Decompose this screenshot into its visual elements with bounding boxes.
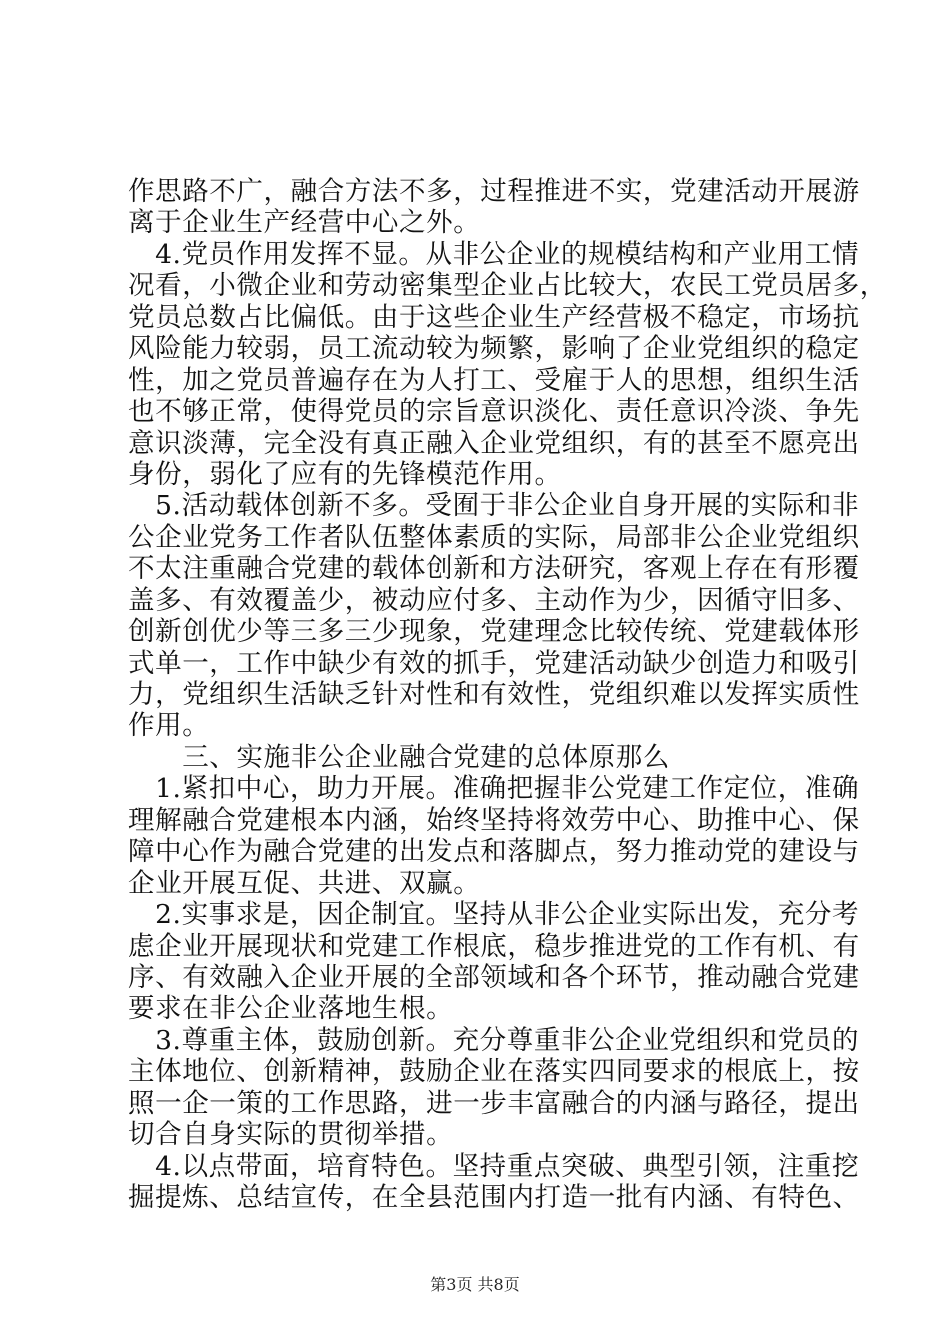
text-line: 公企业党务工作者队伍整体素质的实际，局部非公企业党组织	[128, 521, 860, 553]
text-line: 3.尊重主体，鼓励创新。充分尊重非公企业党组织和党员的	[128, 1024, 860, 1056]
text-line: 性，加之党员普遍存在为人打工、受雇于人的思想，组织生活	[128, 364, 860, 396]
text-line: 式单一，工作中缺少有效的抓手，党建活动缺少创造力和吸引	[128, 647, 860, 679]
text-line: 也不够正常，使得党员的宗旨意识淡化、责任意识冷淡、争先	[128, 396, 860, 428]
text-line: 离于企业生产经营中心之外。	[128, 207, 481, 239]
text-line: 掘提炼、总结宣传，在全县范围内打造一批有内涵、有特色、	[128, 1182, 860, 1213]
text-line: 况看，小微企业和劳动密集型企业占比较大，农民工党员居多，	[128, 270, 887, 302]
text-line: 1.紧扣中心，助力开展。准确把握非公党建工作定位，准确	[128, 773, 860, 805]
text-line: 作思路不广，融合方法不多，过程推进不实，党建活动开展游	[128, 176, 860, 207]
text-line: 4.以点带面，培育特色。坚持重点突破、典型引领，注重挖	[128, 1150, 860, 1182]
text-line: 盖多、有效覆盖少，被动应付多、主动作为少，因循守旧多、	[128, 584, 860, 616]
text-line: 创新创优少等三多三少现象，党建理念比较传统、党建载体形	[128, 616, 860, 648]
text-line: 理解融合党建根本内涵，始终坚持将效劳中心、助推中心、保	[128, 804, 860, 836]
text-line: 切合自身实际的贯彻举措。	[128, 1119, 454, 1151]
text-line: 意识淡薄，完全没有真正融入企业党组织，有的甚至不愿亮出	[128, 427, 860, 459]
text-line: 作用。	[128, 710, 210, 742]
text-line: 障中心作为融合党建的出发点和落脚点，努力推动党的建设与	[128, 836, 860, 868]
text-line: 主体地位、创新精神，鼓励企业在落实四同要求的根底上，按	[128, 1056, 860, 1088]
text-line: 序、有效融入企业开展的全部领域和各个环节，推动融合党建	[128, 961, 860, 993]
text-line: 企业开展互促、共进、双赢。	[128, 867, 481, 899]
text-line: 不太注重融合党建的载体创新和方法研究，客观上存在有形覆	[128, 553, 860, 585]
page-number: 第3页 共8页	[430, 1275, 520, 1294]
section-heading: 三、实施非公企业融合党建的总体原那么	[128, 741, 670, 773]
text-line: 力，党组织生活缺乏针对性和有效性，党组织难以发挥实质性	[128, 679, 860, 710]
text-line: 照一企一策的工作思路，进一步丰富融合的内涵与路径，提出	[128, 1087, 860, 1119]
text-line: 要求在非公企业落地生根。	[128, 993, 454, 1025]
text-line: 风险能力较弱，员工流动较为频繁，影响了企业党组织的稳定	[128, 333, 860, 365]
text-line: 身份，弱化了应有的先锋模范作用。	[128, 458, 562, 490]
text-line: 4.党员作用发挥不显。从非公企业的规模结构和产业用工情	[128, 238, 860, 270]
text-line: 虑企业开展现状和党建工作根底，稳步推进党的工作有机、有	[128, 930, 860, 962]
text-line: 5.活动载体创新不多。受囿于非公企业自身开展的实际和非	[128, 490, 860, 522]
text-line: 2.实事求是，因企制宜。坚持从非公企业实际出发，充分考	[128, 899, 860, 931]
text-line: 党员总数占比偏低。由于这些企业生产经营极不稳定，市场抗	[128, 301, 860, 333]
